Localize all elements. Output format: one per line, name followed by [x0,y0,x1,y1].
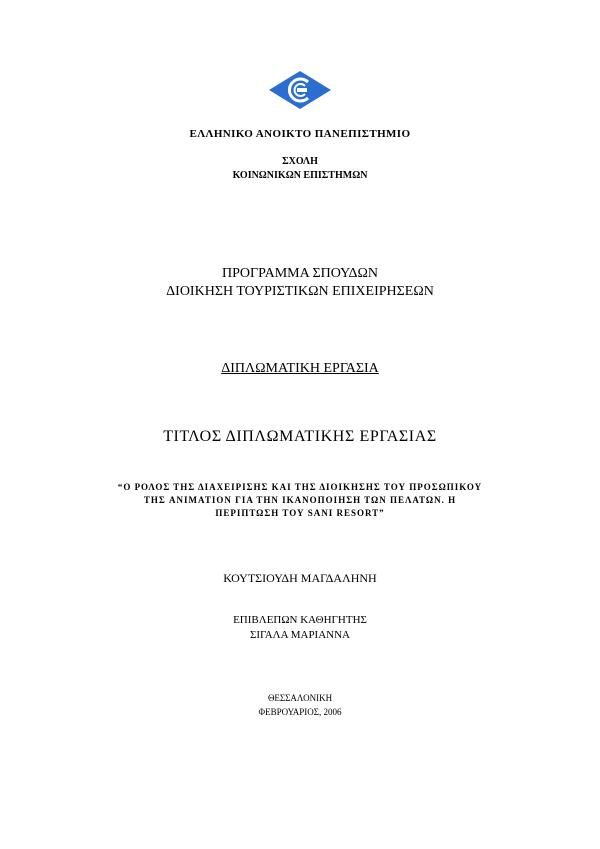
thesis-title-line-2: ΤΗΣ ANIMATION ΓΙΑ ΤΗΝ ΙΚΑΝΟΠΟΙΗΣΗ ΤΩΝ ΠΕΛΑΤΩΝ. Η [143,495,457,505]
author-name: ΚΟΥΤΣΙΟΥΔΗ ΜΑΓΔΑΛΗΝΗ [223,571,377,585]
school-name: ΚΟΙΝΩΝΙΚΩΝ ΕΠΙΣΤΗΜΩΝ [232,170,368,181]
program-label: ΠΡΟΓΡΑΜΜΑ ΣΠΟΥΔΩΝ [221,266,378,281]
supervisor-name: ΣΙΓΑΛΑ ΜΑΡΙΑΝΝΑ [249,629,350,641]
supervisor-label: ΕΠΙΒΛΕΠΩΝ ΚΑΘΗΓΗΤΗΣ [233,614,367,626]
school-label: ΣΧΟΛΗ [282,156,318,167]
thesis-title-line-3: ΠΕΡΙΠΤΩΣΗ ΤΟΥ SANI RESORT” [215,508,385,518]
eap-logo-icon [268,70,332,110]
date: ΦΕΒΡΟΥΑΡΙΟΣ, 2006 [258,707,342,717]
city: ΘΕΣΣΑΛΟΝΙΚΗ [267,693,333,703]
university-name: ΕΛΛΗΝΙΚΟ ΑΝΟΙΚΤΟ ΠΑΝΕΠΙΣΤΗΜΙΟ [189,128,411,140]
title-heading: ΤΙΤΛΟΣ ΔΙΠΛΩΜΑΤΙΚΗΣ ΕΡΓΑΣΙΑΣ [163,428,437,445]
program-name: ΔΙΟΙΚΗΣΗ ΤΟΥΡΙΣΤΙΚΩΝ ΕΠΙΧΕΙΡΗΣΕΩΝ [166,284,434,299]
thesis-title-line-1: “Ο ΡΟΛΟΣ ΤΗΣ ΔΙΑΧΕΙΡΙΣΗΣ ΚΑΙ ΤΗΣ ΔΙΟΙΚΗΣΗΣ ΤΟΥ ΠΡΟΣΩΠΙΚΟΥ [117,482,483,492]
thesis-label: ΔΙΠΛΩΜΑΤΙΚΗ ΕΡΓΑΣΙΑ [221,361,379,376]
